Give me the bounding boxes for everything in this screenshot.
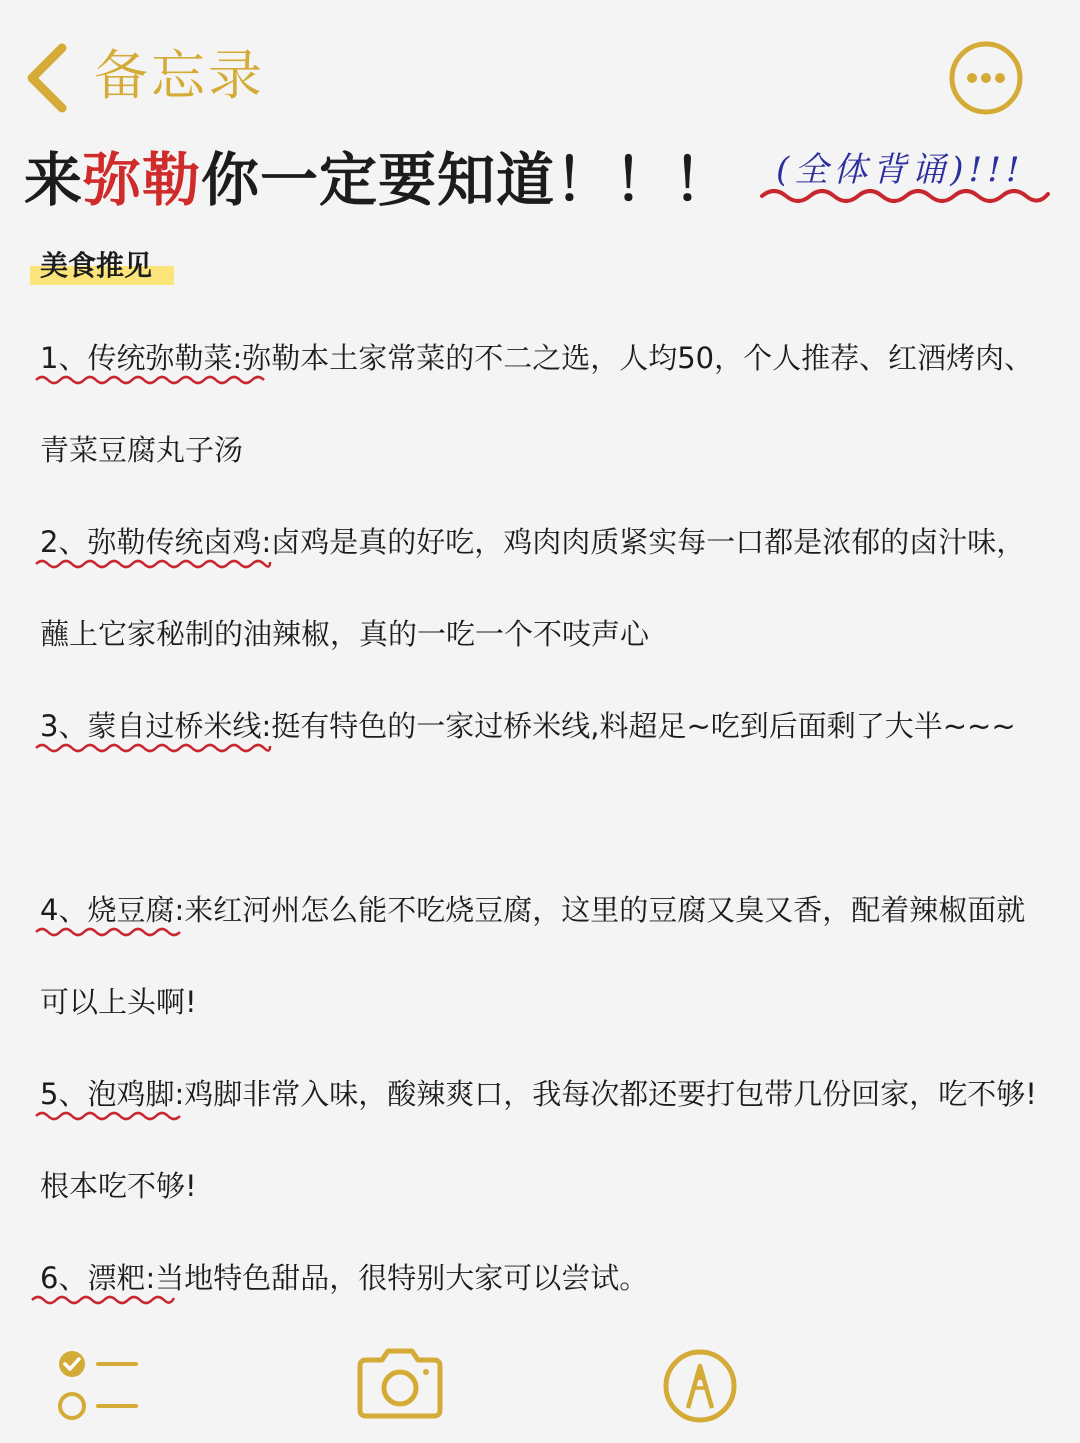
title-highlight: 弥勒 [83,146,202,214]
back-button[interactable] [22,40,82,115]
item-name: 4、烧豆腐: [40,864,184,956]
camera-button[interactable] [352,1346,448,1422]
markup-button[interactable] [660,1346,740,1426]
title-note-wavy-underline [760,184,1050,206]
chevron-left-icon [22,40,82,115]
item-text: 卤鸡是真的好吃，鸡肉肉质紧实每一口都是浓郁的卤汁味，蘸上它家秘制的油辣椒，真的一吃一个不吱声心 [40,525,1026,651]
list-item [40,680,1050,772]
item-name: 2、弥勒传统卤鸡: [40,496,271,588]
item-text: 来红河州怎么能不吃烧豆腐，这里的豆腐又臭又香，配着辣椒面就可以上头啊! [40,893,1026,1019]
list-item [40,864,1050,1048]
list-item [40,1232,1050,1324]
more-button[interactable] [946,39,1026,117]
camera-icon [352,1346,448,1422]
section-tag-label: 美食推见 [40,249,153,282]
wavy-underline [34,926,184,938]
markup-pen-icon [660,1346,740,1426]
back-label[interactable]: 备忘录 [94,44,265,107]
checklist-icon [54,1346,146,1428]
wavy-underline [30,1294,176,1306]
item-text: 弥勒本土家常菜的不二之选，人均50，个人推荐、红酒烤肉、青菜豆腐丸子汤 [40,341,1034,467]
item-name: 3、蒙自过桥米线: [40,680,271,772]
wavy-underline [34,374,266,386]
title-part-1: 来 [24,146,84,214]
item-text: 鸡脚非常入味，酸辣爽口，我每次都还要打包带几份回家，吃不够!根本吃不够! [40,1077,1037,1203]
item-text: 挺有特色的一家过桥米线,料超足~吃到后面剩了大半~~~ [271,709,1016,743]
ellipsis-circle-icon [946,39,1026,117]
title-note-text: (全体背诵)!!! [776,150,1025,190]
item-text: 当地特色甜品，很特别大家可以尝试。 [155,1261,649,1295]
item-name: 6、漂粑: [40,1232,155,1324]
list-item [40,496,1050,680]
list-item [40,312,1050,496]
wavy-underline [34,742,272,754]
item-name: 5、泡鸡脚: [40,1048,184,1140]
title-part-2: 你一定要知道！！！ [201,146,733,214]
item-name: 1、传统弥勒菜: [40,312,242,404]
wavy-underline [34,1110,184,1122]
section-tag [30,244,152,288]
note-title [24,140,732,220]
list-item [40,1048,1050,1232]
checklist-button[interactable] [54,1346,146,1428]
wavy-underline [34,558,272,570]
